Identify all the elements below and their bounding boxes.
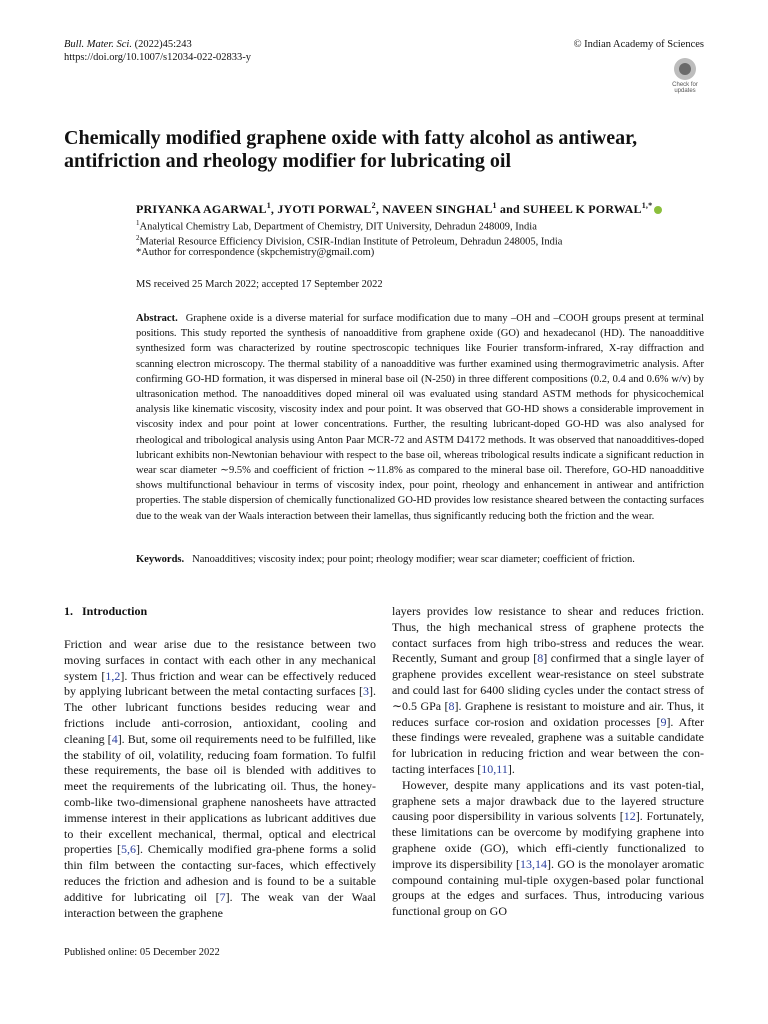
author-name: JYOTI PORWAL [277, 202, 372, 216]
author-affiliation-mark: 1,* [641, 201, 653, 210]
citation-link[interactable]: 13,14 [520, 856, 548, 871]
citation-link[interactable]: 1,2 [105, 668, 121, 683]
citation-link[interactable]: 4 [111, 731, 118, 746]
citation-link[interactable]: 7 [219, 889, 226, 904]
keywords-text: Nanoadditives; viscosity index; pour point; rheology modifier; wear scar diameter; coefficient of friction. [192, 554, 635, 565]
crossmark-icon [674, 58, 696, 80]
citation-link[interactable]: 8 [448, 698, 455, 713]
author-name: NAVEEN SINGHAL [382, 202, 493, 216]
badge-text: Check for updates [672, 82, 698, 94]
body-paragraph: However, despite many applications and its vast poten-tial, graphene sets a major drawback due to the layered structure causing poor dispersibility in various solvents [12]. Fortunately, these limitations can be overcome by modifying graphene into graphene oxide (GO), which effi-ciently functionalized to improve its dispersibility [13,14]. GO is the monolayer aromatic compound containing mul-tiple oxygen-based polar functional groups at the edges and surfaces. Thus, introducing various functional group on GO [392, 777, 704, 919]
correspondence-note: *Author for correspondence (skpchemistry@gmail.com) [136, 247, 375, 258]
citation-link[interactable]: 5,6 [120, 842, 136, 857]
journal-volume: (2022)45:243 [134, 39, 192, 50]
abstract-label: Abstract. [136, 313, 178, 324]
left-column [64, 637, 376, 921]
journal-name: Bull. Mater. Sci. [64, 39, 132, 50]
author-affiliation-mark: 1 [492, 201, 497, 210]
orcid-icon[interactable] [654, 206, 662, 214]
citation-link[interactable]: 8 [537, 651, 544, 666]
journal-reference [64, 38, 192, 51]
abstract [136, 311, 704, 524]
keywords-label: Keywords. [136, 554, 185, 565]
citation-link[interactable]: 3 [363, 684, 369, 699]
doi-link[interactable]: https://doi.org/10.1007/s12034-022-02833-y [64, 52, 252, 63]
section-heading: 1. Introduction [64, 604, 148, 618]
keywords [136, 553, 716, 567]
copyright-notice: © Indian Academy of Sciences [573, 39, 704, 50]
citation-link[interactable]: 12 [623, 809, 636, 824]
body-paragraph: Friction and wear arise due to the resistance between two moving surfaces in contact with each other in any mechanical system [1,2]. Thus friction and wear can be effectively reduced by applying lubricant between the metal contacting surfaces [3]. The other lubricant functions besides reducing wear and frictions include anti-corrosion, antioxidant, cooling and cleaning [4]. But, some oil requirements need to be fulfilled, like the stability of oil, volatility, reducing foam formation. To fulfil these requirements, the base oil is blended with additives to meet the requirements of the lubricating oil. Thus, the honey-comb-like two-dimensional graphene nanosheets have attracted immense interest in their applications as lubricant additives due to their excellent mechanical, thermal, optical and electrical properties [5,6]. Chemically modified gra-phene forms a solid thin film between the contacting sur-faces, which effectively reduces the friction and adhesion and is found to be a suitable additive for lubricating oil [7]. The weak van der Waal interaction between the graphene [64, 637, 376, 920]
author-list: PRIYANKA AGARWAL$^1$, JYOTI PORWAL$^2$, NAVEEN SINGHAL$^1$ and SUHEEL K $PORWAL^{1,*}$ [136, 199, 716, 216]
citation-link[interactable]: 9 [660, 714, 667, 729]
paper-title: Chemically modified graphene oxide with fatty alcohol as antiwear, antifriction and rheology modifier for lubricating oil [64, 127, 638, 172]
right-column [392, 604, 704, 920]
author-affiliation-mark: 2 [371, 201, 376, 210]
body-paragraph: layers provides low resistance to shear and reduces friction. Thus, the high mechanical stress of graphene protects the contact surfaces from high tribo-stress and reduces the wear. Recently, Sumant and group [8] confirmed that a single layer of graphene provides excellent wear-resistance on steel substrate and could last for 6400 sliding cycles under the contact stress of ∼0.5 GPa [8]. Graphene is resistant to moisture and air. Thus, it reduces surface cor-rosion and oxidation processes [9]. After these findings were revealed, graphene was a suitable candidate for lubrication in reducing friction and wear between the con-tacting interfaces [10,11]. [392, 604, 704, 776]
affiliation-2: $^2$Material Resource Efficiency Division, CSIR-Indian Institute of Petroleum, Dehradun 248005, India [136, 234, 563, 248]
affiliation-1: $^1$Analytical Chemistry Lab, Department of Chemistry, DIT University, Dehradun 248009, India [136, 219, 537, 233]
check-for-updates-badge[interactable] [666, 56, 704, 96]
received-dates: MS received 25 March 2022; accepted 17 September 2022 [136, 279, 383, 290]
published-date: Published online: 05 December 2022 [64, 947, 220, 958]
author-name: PRIYANKA AGARWAL [136, 202, 267, 216]
citation-link[interactable]: 10,11 [481, 761, 508, 776]
abstract-text: Graphene oxide is a diverse material for surface modification due to many –OH and –COOH groups present at terminal positions. This study reported the synthesis of nanoadditive from graphene oxide (GO) and hexadecanol (HD). The nanoadditive synthesized form was characterized by routine spectroscopic techniques like Fourier transform-infrared, X-ray diffraction and scanning electron microscopy. The thermal stability of a nanoadditive was further examined using thermogravimetric analysis. After confirming GO-HD formation, it was dispersed in mineral base oil (N-250) in three different compositions (0.2, 0.4 and 0.6% w/v) by ultrasonication method. The nanoadditives doped mineral oil was evaluated using standard ASTM methods for physicochemical analysis like kinematic viscosity, viscosity index and pour point. It was observed that GO-HD shows a considerable improvement in viscosity index and pour point at lower concentrations. Further, the resulting lubricant-doped GO-HD was also analysed for rheological and tribological analysis using Anton Paar MCR-72 and ASTM D4172 methods. It was observed that nanoadditives-doped lubricant exhibits non-Newtonian behaviour with respect to the base oil, whereas tribological results indicate a significant reduction in wear scar diameter ∼9.5% and coefficient of friction ∼11.8% as compared to the mineral base oil. Therefore, GO-HD nanoadditive shows multifunctional behaviour in terms of viscosity index, pour point, rheology and enhancement in antiwear and antifriction properties. The stable dispersion of chemically functionalized GO-HD provides low resistance sheared between the contacting surfaces due to the weak van der Waals interaction between their lamellas, thus significantly reducing both the friction and the wear. [136, 313, 704, 522]
author-name: SUHEEL K PORWAL [523, 202, 642, 216]
author-affiliation-mark: 1 [266, 201, 271, 210]
